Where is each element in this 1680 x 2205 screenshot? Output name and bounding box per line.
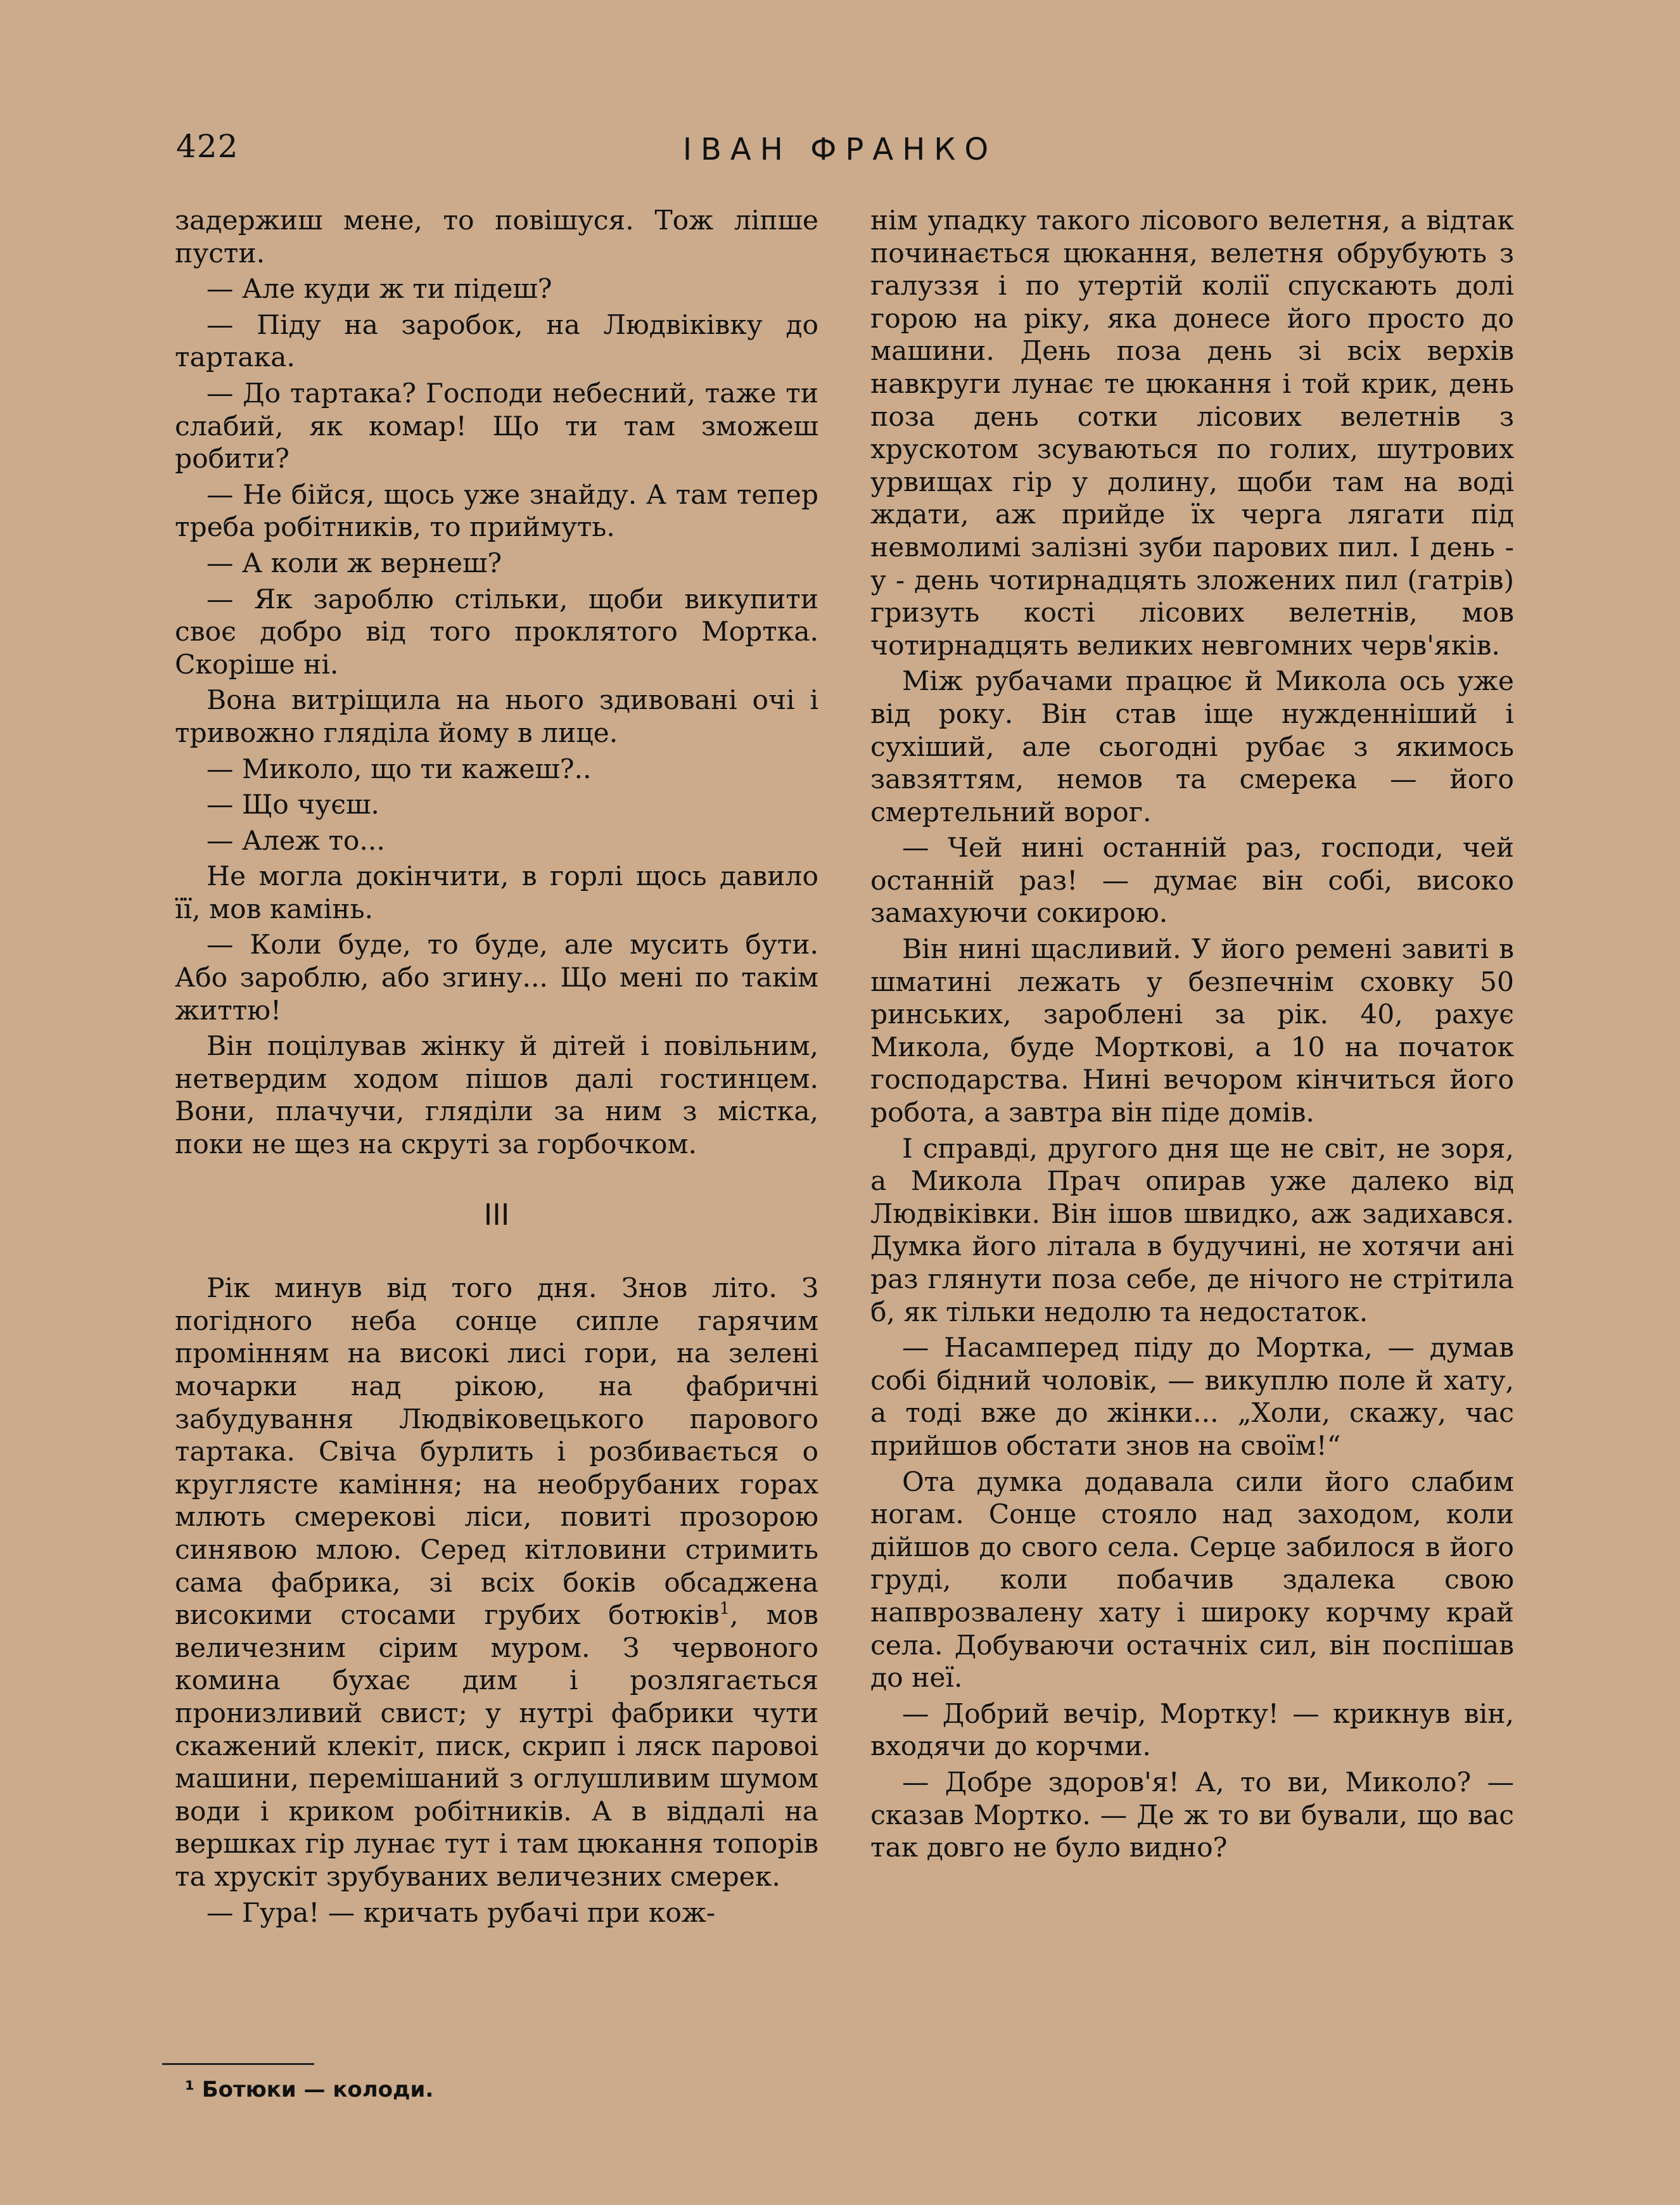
paragraph: І справді, другого дня ще не світ, не зоря, а Микола Прач опирав уже далеко від Людвіківки. Він ішов швидко, аж задихався. Думка його літала в будучині, не хотячи ані раз глянути поза себе, де нічого не стрітила б, як тільки недолю та недостаток. (870, 1132, 1514, 1327)
footnote-marker: 1 (719, 1599, 730, 1619)
chapter-heading: III (483, 1197, 510, 1232)
footnote-rule (162, 2063, 314, 2065)
paragraph: — А коли ж вернеш? (207, 547, 502, 578)
paragraph (175, 1272, 818, 1893)
left-column (175, 204, 818, 1932)
paragraph: — Що чуєш. (207, 789, 379, 821)
paragraph: Не могла докінчити, в горлі щось давило її, мов камінь. (175, 860, 818, 924)
paragraph: задержиш мене, то повішуся. Тож ліпше пусти. (175, 205, 818, 269)
paragraph: — Піду на заробок, на Людвіківку до тартака. (175, 309, 818, 373)
paragraph: — Добрий вечір, Мортку! — крикнув він, входячи до корчми. (870, 1697, 1514, 1762)
paragraph: — Не бійся, щось уже знайду. А там тепер треба робітників, то приймуть. (175, 478, 818, 543)
paragraph: Між рубачами працює й Микола ось уже від року. Він став іще нужденніший і сухіший, але сьогодні рубає з якимось завзяттям, немов та смерека — його смертельний ворог. (870, 665, 1514, 828)
footnote: ¹ Ботюки — колоди. (185, 2077, 434, 2102)
paragraph: Він поцілував жінку й дітей і повільним, нетвердим ходом пішов далі гостинцем. Вони, плачучи, гляділи за ним з містка, поки не щез на скруті за горбочком. (175, 1030, 818, 1160)
paragraph: — Гура! — кричать рубачі при кож- (207, 1896, 716, 1928)
paragraph: Ота думка додавала сили його слабим ногам. Сонце стояло над заходом, коли дійшов до свого села. Серце забилося в його груді, коли побачив здалека свою напврозвалену хату і широку корчму край села. Добуваючи остачніх сил, він поспішав до неї. (870, 1466, 1514, 1694)
paragraph: — До тартака? Господи небесний, таже ти слабий, як комар! Що ти там зможеш робити? (175, 377, 818, 475)
paragraph: — Але куди ж ти підеш? (207, 273, 552, 305)
paragraph: — Коли буде, то буде, але мусить бути. Або зароблю, або згину... Що мені по такім життю! (175, 929, 818, 1026)
paragraph: — Добре здоров'я! А, то ви, Миколо? — сказав Мортко. — Де ж то ви бували, що вас так довго не було видно? (870, 1766, 1514, 1863)
text-span: Рік минув від того дня. Знов літо. З погідного неба сонце сипле гарячим промінням на високі лисі гори, на зелені мочарки над рікою, на фабричні забудування Людвіковецького парового тартака. Свіча бурлить і розбивається о круглясте каміння; на необрубаних горах млють смерекові ліси, повиті прозорою синявою млою. Серед кітловини стримить сама фабрика, зі всіх боків обсаджена високими стосами грубих ботюків (175, 1272, 818, 1631)
page-number: 422 (176, 128, 239, 165)
paragraph: — Насамперед піду до Мортка, — думав собі бідний чоловік, — викуплю поле й хату, а тоді вже до жінки... „Холи, скажу, час прийшов обстати знов на своїм!“ (870, 1332, 1514, 1461)
right-column (870, 204, 1514, 1867)
paragraph: Вона витріщила на нього здивовані очі і тривожно гляділа йому в лице. (175, 684, 818, 748)
paragraph: — Чей нині останній раз, господи, чей останній раз! — думає він собі, високо замахуючи сокирою. (870, 832, 1514, 929)
paragraph: Він нині щасливий. У його ремені завиті в шматині лежать у безпечнім сховку 50 ринських, зароблені за рік. 40, рахує Микола, буде Морткові, а 10 на початок господарства. Нині вечором кінчиться його робота, а завтра він піде домів. (870, 933, 1514, 1128)
text-span: , мов величезним сірим муром. З червоного комина бухає дим і розлягається пронизливий свист; у нутрі фабрики чути скажений клекіт, писк, скрип і ляск паровоі машини, перемішаний з оглушливим шумом води і криком робітників. А в віддалі на вершках гір лунає тут і там цюкання топорів та хрускіт зрубуваних величезних смерек. (175, 1599, 818, 1892)
running-head: ІВАН ФРАНКО (682, 132, 998, 167)
paragraph: нім упадку такого лісового велетня, а відтак починається цюкання, велетня обрубують з галуззя і по утертій колії спускають долі горою на ріку, яка донесе його просто до машини. День поза день зі всіх верхів навкруги лунає те цюкання і той крик, день поза день сотки лісових велетнів з хрускотом зсуваються по голих, шутрових урвищах гір у долину, щоби там на воді ждати, аж прийде їх черга лягати під невмолимі залізні зуби парових пил. І день - у - день чотирнадцять зложених пил (гатрів) гризуть кості лісових велетнів, мов чотирнадцять великих невгомних черв'яків. (870, 205, 1514, 661)
paragraph: — Як зароблю стільки, щоби викупити своє добро від того проклятого Мортка. Скоріше ні. (175, 583, 818, 680)
paragraph: — Алеж то... (207, 824, 385, 856)
paragraph: — Миколо, що ти кажеш?.. (207, 753, 592, 784)
